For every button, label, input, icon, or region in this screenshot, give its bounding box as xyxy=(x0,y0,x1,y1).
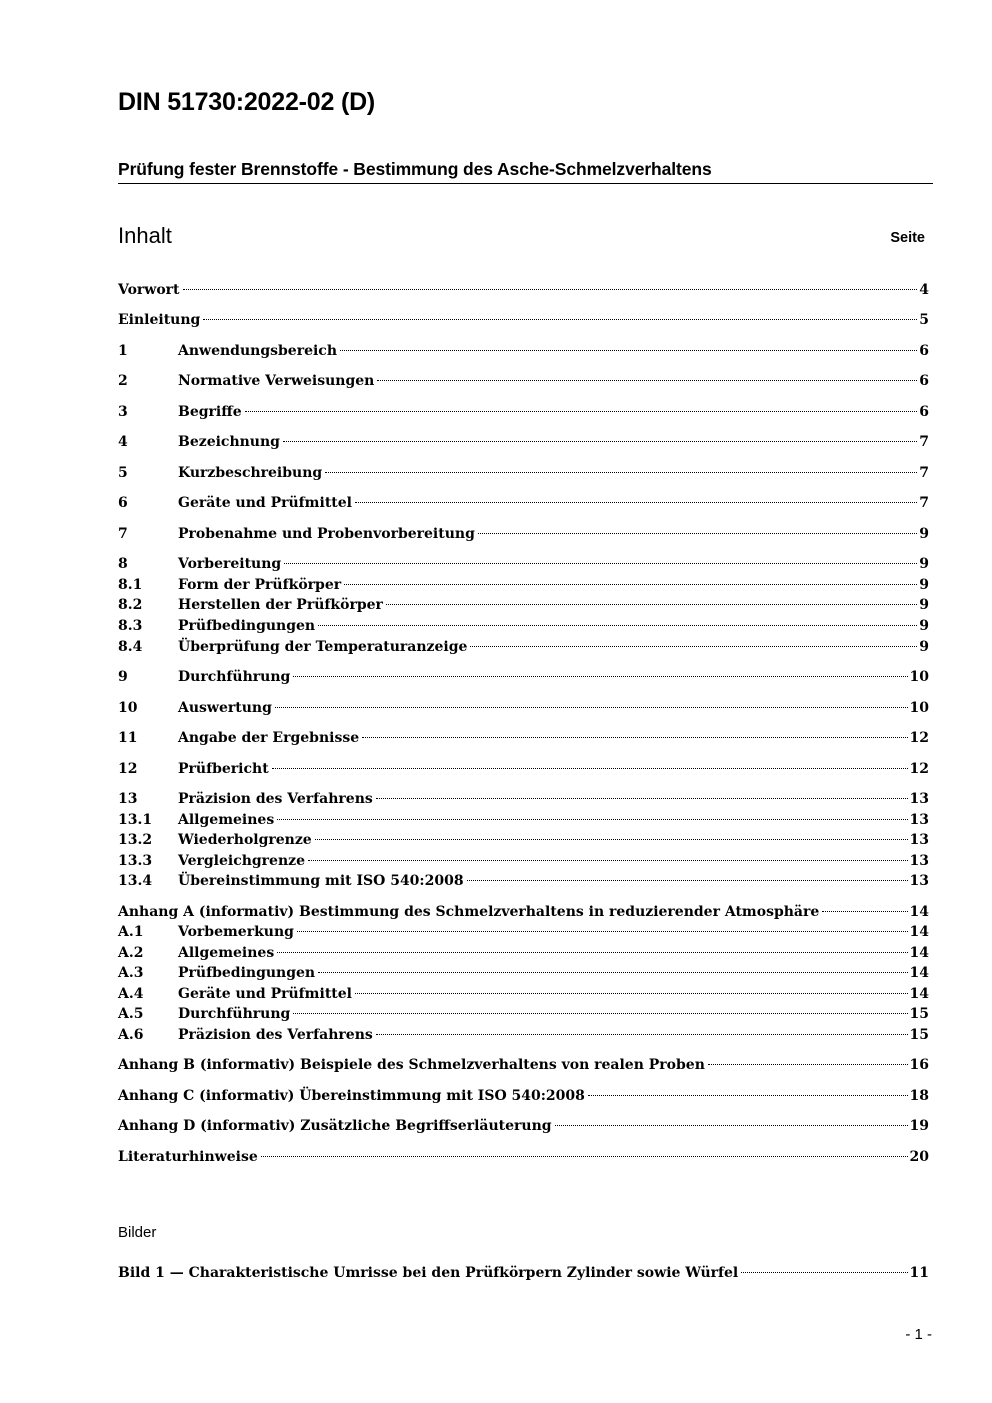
toc-entry-label: Überprüfung der Temperaturanzeige xyxy=(178,639,468,655)
toc-entry[interactable] xyxy=(118,944,929,962)
toc-entry[interactable] xyxy=(118,699,929,717)
toc-entry[interactable] xyxy=(118,1264,929,1282)
toc-entry-label: Literaturhinweise xyxy=(118,1149,258,1165)
toc-entry-page: 9 xyxy=(919,577,929,593)
toc-entry[interactable] xyxy=(118,831,929,849)
toc-entry-number: 7 xyxy=(118,526,128,542)
toc-entry-number: 13.3 xyxy=(118,853,153,869)
toc-entry-page: 9 xyxy=(919,639,929,655)
toc-entry[interactable] xyxy=(118,790,929,808)
dot-leader xyxy=(275,707,908,708)
toc-entry-label: Allgemeines xyxy=(178,812,275,828)
title-underline xyxy=(118,183,933,184)
dot-leader xyxy=(293,676,907,677)
toc-entry[interactable] xyxy=(118,596,929,614)
toc-entry-page: 14 xyxy=(909,965,929,981)
toc-entry[interactable] xyxy=(118,1056,929,1074)
toc-entry-label: Bild 1 — Charakteristische Umrisse bei den Prüfkörpern Zylinder sowie Würfel xyxy=(118,1265,739,1281)
dot-leader xyxy=(588,1095,908,1096)
toc-entry-label: Kurzbeschreibung xyxy=(178,465,323,481)
dot-leader xyxy=(355,993,908,994)
dot-leader xyxy=(470,646,917,647)
toc-entry[interactable] xyxy=(118,372,929,390)
toc-entry-label: Präzision des Verfahrens xyxy=(178,791,373,807)
toc-entry[interactable] xyxy=(118,403,929,421)
toc-entry-label: Vorwort xyxy=(118,282,180,298)
toc-entry-label: Auswertung xyxy=(178,700,272,716)
toc-entry[interactable] xyxy=(118,668,929,686)
toc-entry-page: 15 xyxy=(909,1027,929,1043)
toc-entry-number: A.6 xyxy=(118,1027,144,1043)
toc-entry-page: 5 xyxy=(919,312,929,328)
toc-entry-page: 13 xyxy=(909,812,929,828)
toc-entry-number: A.5 xyxy=(118,1006,144,1022)
toc-entry-number: A.3 xyxy=(118,965,144,981)
toc-entry-page: 14 xyxy=(909,904,929,920)
dot-leader xyxy=(318,972,907,973)
dot-leader xyxy=(362,737,907,738)
dot-leader xyxy=(340,350,917,351)
toc-entry-label: Normative Verweisungen xyxy=(178,373,375,389)
toc-entry-number: 8.2 xyxy=(118,597,143,613)
dot-leader xyxy=(277,819,907,820)
toc-entry-number: 13.1 xyxy=(118,812,153,828)
toc-heading: Inhalt xyxy=(118,223,172,248)
toc-entry-label: Durchführung xyxy=(178,1006,291,1022)
toc-entry[interactable] xyxy=(118,729,929,747)
toc-entry-page: 18 xyxy=(909,1088,929,1104)
dot-leader xyxy=(308,860,908,861)
toc-entry-page: 14 xyxy=(909,945,929,961)
toc-entry-page: 14 xyxy=(909,986,929,1002)
toc-entry-label: Probenahme und Probenvorbereitung xyxy=(178,526,475,542)
toc-entry-page: 9 xyxy=(919,597,929,613)
toc-entry-page: 20 xyxy=(909,1149,929,1165)
toc-entry-label: Vorbereitung xyxy=(178,556,282,572)
toc-entry-label: Durchführung xyxy=(178,669,291,685)
toc-entry-page: 16 xyxy=(909,1057,929,1073)
toc-entry-label: Prüfbedingungen xyxy=(178,965,316,981)
toc-entry-number: 4 xyxy=(118,434,128,450)
toc-entry-number: 12 xyxy=(118,761,138,777)
toc-entry-label: Anhang D (informativ) Zusätzliche Begriffserläuterung xyxy=(118,1118,552,1134)
toc-entry-page: 15 xyxy=(909,1006,929,1022)
toc-entry[interactable] xyxy=(118,311,929,329)
toc-entry[interactable] xyxy=(118,811,929,829)
figures-heading: Bilder xyxy=(118,1224,157,1241)
toc-entry-number: 13 xyxy=(118,791,138,807)
document-subtitle: Prüfung fester Brennstoffe - Bestimmung des Asche-Schmelzverhaltens xyxy=(118,159,712,179)
dot-leader xyxy=(277,952,907,953)
document-title: DIN 51730:2022-02 (D) xyxy=(118,88,376,116)
toc-entry-page: 7 xyxy=(919,495,929,511)
dot-leader xyxy=(386,604,917,605)
toc-entry-label: Geräte und Prüfmittel xyxy=(178,495,352,511)
dot-leader xyxy=(377,380,917,381)
toc-entry-number: 8 xyxy=(118,556,128,572)
dot-leader xyxy=(261,1156,908,1157)
toc-entry[interactable] xyxy=(118,464,929,482)
toc-entry-label: Vergleichgrenze xyxy=(178,853,306,869)
toc-entry-label: Prüfbedingungen xyxy=(178,618,316,634)
toc-entry-number: 8.3 xyxy=(118,618,143,634)
page-column-label: Seite xyxy=(890,230,925,246)
toc-entry[interactable] xyxy=(118,760,929,778)
dot-leader xyxy=(283,441,917,442)
toc-entry[interactable] xyxy=(118,617,929,635)
toc-entry[interactable] xyxy=(118,638,929,656)
toc-entry[interactable] xyxy=(118,903,929,921)
page-number: - 1 - xyxy=(905,1326,932,1343)
dot-leader xyxy=(183,289,918,290)
toc-entry[interactable] xyxy=(118,1005,929,1023)
toc-entry-page: 13 xyxy=(909,791,929,807)
toc-entry[interactable] xyxy=(118,494,929,512)
toc-entry-number: A.2 xyxy=(118,945,144,961)
dot-leader xyxy=(297,931,908,932)
toc-entry-page: 12 xyxy=(909,761,929,777)
dot-leader xyxy=(272,768,908,769)
dot-leader xyxy=(344,584,917,585)
toc-entry[interactable] xyxy=(118,281,929,299)
toc-entry-label: Anwendungsbereich xyxy=(178,343,337,359)
toc-entry[interactable] xyxy=(118,433,929,451)
toc-entry-number: A.4 xyxy=(118,986,144,1002)
toc-entry-page: 9 xyxy=(919,618,929,634)
toc-entry[interactable] xyxy=(118,1117,929,1135)
toc-entry-page: 13 xyxy=(909,832,929,848)
toc-entry-page: 19 xyxy=(909,1118,929,1134)
toc-entry-label: Bezeichnung xyxy=(178,434,280,450)
toc-entry[interactable] xyxy=(118,852,929,870)
toc-entry-page: 10 xyxy=(909,669,929,685)
toc-entry-number: A.1 xyxy=(118,924,144,940)
toc-entry-label: Einleitung xyxy=(118,312,201,328)
toc-entry-label: Wiederholgrenze xyxy=(178,832,312,848)
toc-entry[interactable] xyxy=(118,1148,929,1166)
toc-entry-page: 14 xyxy=(909,924,929,940)
dot-leader xyxy=(822,911,907,912)
toc-entry-number: 5 xyxy=(118,465,128,481)
toc-entry-number: 2 xyxy=(118,373,128,389)
toc-entry-page: 13 xyxy=(909,853,929,869)
toc-entry-number: 6 xyxy=(118,495,128,511)
toc-entry-page: 6 xyxy=(919,343,929,359)
toc-entry-label: Allgemeines xyxy=(178,945,275,961)
dot-leader xyxy=(467,880,908,881)
dot-leader xyxy=(708,1064,908,1065)
dot-leader xyxy=(203,319,917,320)
toc-entry-number: 13.4 xyxy=(118,873,153,889)
toc-entry[interactable] xyxy=(118,555,929,573)
toc-entry-label: Vorbemerkung xyxy=(178,924,294,940)
toc-entry-number: 8.4 xyxy=(118,639,143,655)
dot-leader xyxy=(284,563,917,564)
toc-entry[interactable] xyxy=(118,1087,929,1105)
toc-entry[interactable] xyxy=(118,576,929,594)
dot-leader xyxy=(376,1034,908,1035)
toc-entry-page: 10 xyxy=(909,700,929,716)
toc-entry[interactable] xyxy=(118,525,929,543)
toc-entry-label: Herstellen der Prüfkörper xyxy=(178,597,383,613)
toc-entry-page: 7 xyxy=(919,465,929,481)
dot-leader xyxy=(318,625,917,626)
toc-entry-label: Form der Prüfkörper xyxy=(178,577,342,593)
dot-leader xyxy=(478,533,917,534)
toc-entry-label: Angabe der Ergebnisse xyxy=(178,730,360,746)
toc-entry[interactable] xyxy=(118,872,929,890)
toc-entry[interactable] xyxy=(118,923,929,941)
toc-entry[interactable] xyxy=(118,1026,929,1044)
toc-entry-page: 11 xyxy=(909,1265,929,1281)
toc-entry-number: 9 xyxy=(118,669,128,685)
toc-entry-number: 10 xyxy=(118,700,138,716)
toc-entry-page: 12 xyxy=(909,730,929,746)
dot-leader xyxy=(555,1125,908,1126)
dot-leader xyxy=(293,1013,907,1014)
toc-entry-label: Anhang C (informativ) Übereinstimmung mit ISO 540:2008 xyxy=(118,1088,585,1104)
dot-leader xyxy=(741,1272,907,1273)
toc-entry-number: 8.1 xyxy=(118,577,143,593)
dot-leader xyxy=(325,472,917,473)
toc-entry-number: 11 xyxy=(118,730,138,746)
toc-entry-label: Begriffe xyxy=(178,404,242,420)
toc-entry[interactable] xyxy=(118,964,929,982)
toc-entry-page: 4 xyxy=(919,282,929,298)
toc-entry-page: 13 xyxy=(909,873,929,889)
toc-entry-label: Prüfbericht xyxy=(178,761,269,777)
toc-entry[interactable] xyxy=(118,342,929,360)
dot-leader xyxy=(355,502,917,503)
toc-entry-number: 1 xyxy=(118,343,128,359)
toc-entry-number: 13.2 xyxy=(118,832,153,848)
toc-entry[interactable] xyxy=(118,985,929,1003)
dot-leader xyxy=(376,798,908,799)
toc-entry-page: 9 xyxy=(919,526,929,542)
toc-entry-page: 9 xyxy=(919,556,929,572)
toc-entry-label: Präzision des Verfahrens xyxy=(178,1027,373,1043)
toc-entry-page: 6 xyxy=(919,373,929,389)
toc-entry-label: Übereinstimmung mit ISO 540:2008 xyxy=(178,873,464,889)
toc-entry-label: Anhang B (informativ) Beispiele des Schmelzverhaltens von realen Proben xyxy=(118,1057,705,1073)
toc-entry-label: Anhang A (informativ) Bestimmung des Schmelzverhaltens in reduzierender Atmosphäre xyxy=(118,904,820,920)
dot-leader xyxy=(315,839,908,840)
toc-entry-page: 7 xyxy=(919,434,929,450)
toc-entry-label: Geräte und Prüfmittel xyxy=(178,986,352,1002)
dot-leader xyxy=(245,411,918,412)
toc-entry-page: 6 xyxy=(919,404,929,420)
toc-entry-number: 3 xyxy=(118,404,128,420)
